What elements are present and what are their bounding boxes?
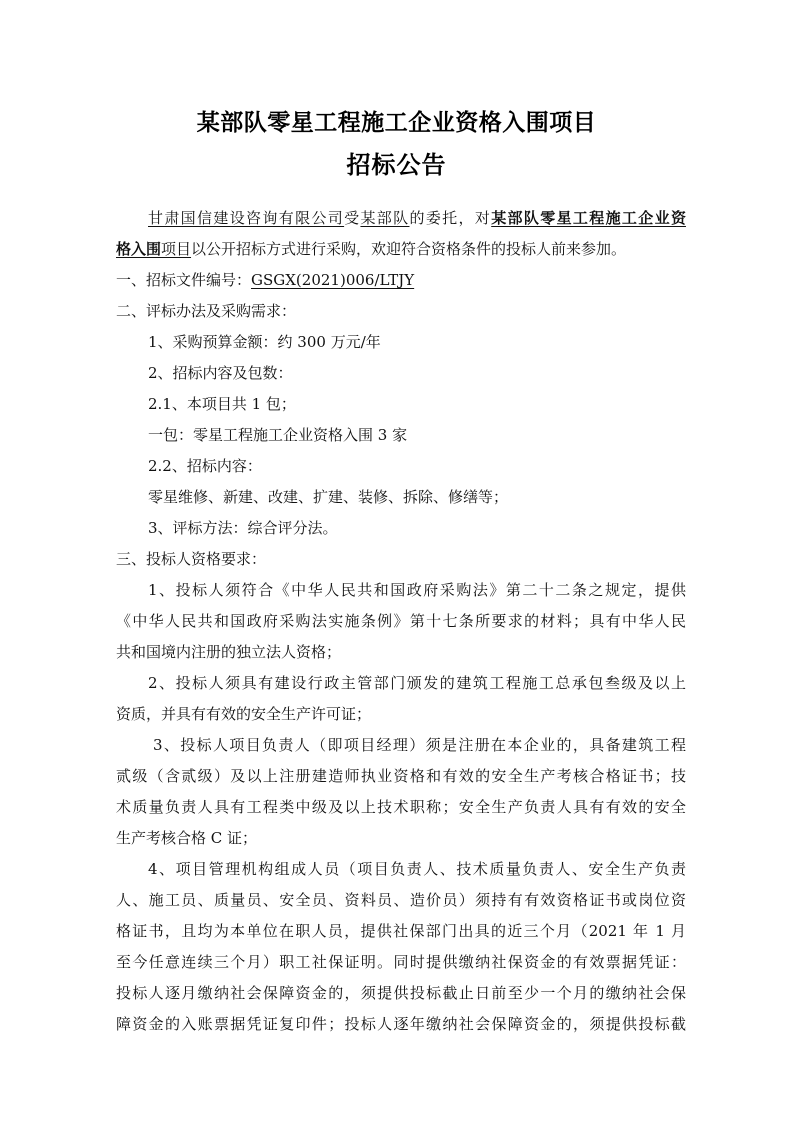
requirement-4-line-2: 人、施工员、质量员、安全员、资料员、造价员）须持有有效资格证书或岗位资 bbox=[116, 891, 686, 909]
section-1: 一、招标文件编号：GSGX(2021)006/LTJY bbox=[116, 271, 415, 289]
tender-code: GSGX(2021)006/LTJY bbox=[251, 271, 415, 289]
intro-line-2: 格入围项目以公开招标方式进行采购，欢迎符合资格条件的投标人前来参加。 bbox=[116, 240, 627, 258]
requirement-4-line-4: 至今任意连续三个月）职工社保证明。同时提供缴纳社保资金的有效票据凭证： bbox=[116, 953, 686, 971]
intro-line-1: 甘肃国信建设咨询有限公司受某部队的委托，对某部队零星工程施工企业资 bbox=[148, 209, 686, 227]
content-packages-item: 2、招标内容及包数： bbox=[148, 364, 293, 382]
tender-content-detail: 零星维修、新建、改建、扩建、装修、拆除、修缮等； bbox=[148, 488, 509, 506]
requirement-1-line-2: 《中华人民共和国政府采购法实施条例》第十七条所要求的材料；具有中华人民 bbox=[116, 612, 686, 630]
project-name-cont: 格入围 bbox=[116, 240, 162, 258]
requirement-3-line-1: 3、投标人项目负责人（即项目经理）须是注册在本企业的，具备建筑工程 bbox=[153, 736, 686, 754]
requirement-4-line-5: 投标人逐月缴纳社会保障资金的，须提供投标截止日前至少一个月的缴纳社会保 bbox=[116, 984, 686, 1002]
client-name: 某部队 bbox=[360, 209, 410, 227]
evaluation-method-item: 3、评标方法：综合评分法。 bbox=[148, 519, 338, 537]
project-name: 某部队零星工程施工企业资 bbox=[491, 209, 686, 227]
section-2-heading: 二、评标办法及采购需求： bbox=[116, 302, 297, 320]
requirement-4-line-6: 障资金的入账票据凭证复印件；投标人逐年缴纳社会保障资金的，须提供投标截 bbox=[116, 1015, 686, 1033]
document-subtitle: 招标公告 bbox=[346, 151, 447, 179]
section-3-heading: 三、投标人资格要求： bbox=[116, 550, 267, 568]
requirement-2-line-2: 资质，并具有有效的安全生产许可证； bbox=[116, 705, 372, 723]
agency-name: 甘肃国信建设咨询有限公司 bbox=[148, 209, 345, 227]
requirement-3-line-3: 术质量负责人具有工程类中级及以上技术职称；安全生产负责人具有有效的安全 bbox=[116, 798, 686, 816]
requirement-1-line-3: 共和国境内注册的独立法人资格； bbox=[116, 643, 342, 661]
requirement-4-line-1: 4、项目管理机构组成人员（项目负责人、技术质量负责人、安全生产负责 bbox=[148, 860, 686, 878]
budget-item: 1、采购预算金额：约 300 万元/年 bbox=[148, 333, 381, 351]
package-count-item: 2.1、本项目共 1 包； bbox=[148, 395, 296, 413]
document-title: 某部队零星工程施工企业资格入围项目 bbox=[196, 110, 597, 136]
requirement-3-line-4: 生产考核合格 C 证； bbox=[116, 829, 258, 847]
requirement-2-line-1: 2、投标人须具有建设行政主管部门颁发的建筑工程施工总承包叁级及以上 bbox=[148, 674, 686, 692]
tender-content-item: 2.2、招标内容： bbox=[148, 457, 262, 475]
package-1-item: 一包：零星工程施工企业资格入围 3 家 bbox=[148, 426, 408, 444]
requirement-4-line-3: 格证书，且均为本单位在职人员，提供社保部门出具的近三个月（2021 年 1 月 bbox=[116, 922, 686, 940]
requirement-3-line-2: 贰级（含贰级）及以上注册建造师执业资格和有效的安全生产考核合格证书；技 bbox=[116, 767, 686, 785]
requirement-1-line-1: 1、投标人须符合《中华人民共和国政府采购法》第二十二条之规定，提供 bbox=[148, 581, 686, 599]
